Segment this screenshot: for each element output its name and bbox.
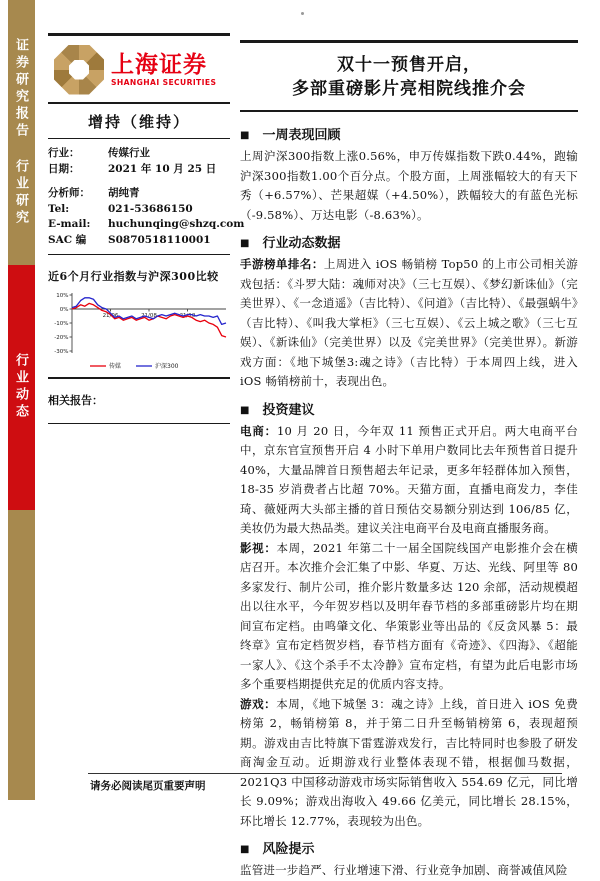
meta-label: E-mail:: [48, 218, 91, 230]
section-paragraph-games: [240, 695, 578, 832]
paragraph-text: 上周进入 iOS 畅销榜 Top50 的上市公司相关游戏包括：《斗罗大陆：魂师对决》（三七互娱）、《梦幻新诛仙》（完美世界）、《一念逍遥》（吉比特）、《问道》（吉比特）、《最强蜗牛》（吉比特）、《叫我大掌柜》（三七互娱）、《云上城之歌》（三七互娱）、《新诛仙》（完美世界）以及《完美世界》（完美世界）。新游戏方面：《地下城堡3:魂之诗》（吉比特）于本周四上线，进入 iOS 畅销榜前十，表现出色。: [240, 257, 579, 388]
meta-row-industry: [48, 146, 230, 162]
section-heading-text: 行业动态数据: [262, 236, 341, 251]
meta-row-email: [48, 217, 245, 233]
svg-text:10%: 10%: [56, 293, 69, 299]
section-bullet-icon: ■: [240, 844, 250, 855]
brand-logo: [48, 36, 230, 102]
paragraph-text: 10 月 20 日，今年双 11 预售正式开启。两大电商平台中，京东官宣预售开启 4 小时下单用户数同比去年预售首日提升 40%，大量品牌首日预售超去年记录，更多年轻群体加入预售，18-35 岁消费者占比超 70%。天猫方面，直播电商发力，李佳琦、薇娅两大头部主播的首日预估交易额分别达到 106/85 亿，美妆仍为最大热品类。建议关注电商平台及电商直播服务商。: [240, 423, 578, 535]
meta-value: huchunqing@shzq.com: [108, 218, 245, 230]
meta-row-sac: [48, 233, 230, 249]
section-risk-warning: [240, 838, 578, 881]
sidebar-label-industry-dynamics: 行业动态: [14, 353, 29, 421]
sidebar-band-bottom: [8, 510, 35, 800]
section-investment-advice: [240, 399, 578, 832]
paragraph-text: 本周，2021 年第二十一届全国院线国产电影推介会在横店召开。本次推介会汇集了中影、华夏、万达、光线、阿里等 80 多家发行、制片公司，推介影片数量多达 120 余部，活动规模超出以往水平，今年贺岁档以及明年春节档的多部重磅影片均在期间宣布定档。由鸣肇文化、华策影业等出品的《反贪风暴 5：最终章》宣布定档贺岁档，春节档方面有《奇迹》、《四海》、《超能一家人》、《这个杀手不太冷静》宣布定档，有望为此后电影市场多个重要档期提供充足的优质内容支持。: [240, 540, 578, 691]
report-title-line1: 双十一预售开启，: [337, 54, 481, 75]
section-paragraph: [240, 147, 578, 225]
section-heading: [240, 124, 578, 143]
footer-divider: [88, 773, 562, 774]
meta-value: 2021 年 10 月 25 日: [108, 162, 217, 175]
report-body: [240, 112, 578, 881]
sidebar-label-research: 证券研究报告 行业研究: [14, 38, 29, 227]
sidebar-band-research: [8, 0, 35, 265]
page-artifact-dot: [301, 12, 304, 15]
meta-value: 传媒行业: [108, 147, 150, 159]
section-bullet-icon: ■: [240, 130, 250, 141]
meta-label: Tel:: [48, 202, 70, 215]
section-heading-text: 一周表现回顾: [262, 128, 341, 143]
divider: [48, 102, 230, 105]
chart-title: 近6个月行业指数与沪深300比较: [48, 270, 219, 283]
paragraph-text: 监管进一步趋严、行业增速下滑、行业竞争加剧、商誉减值风险: [240, 863, 568, 877]
meta-row-tel: [48, 202, 230, 218]
paragraph-lead: 电商：: [240, 423, 277, 438]
report-title-line2: 多部重磅影片亮相院线推介会: [292, 78, 526, 99]
divider: [48, 377, 230, 379]
paragraph-text: 上周沪深300指数上涨0.56%，申万传媒指数下跌0.44%，跑输沪深300指数1.00个百分点。个股方面，上周涨幅较大的有天下秀（+6.57%）、芒果超媒（+4.50%），跌幅较大的有蓝色光标（-9.58%）、万达电影（-8.63%）。: [240, 149, 578, 222]
paragraph-lead: 游戏：: [240, 696, 277, 711]
meta-value: 胡纯青: [108, 187, 140, 199]
report-title: [240, 43, 578, 110]
section-paragraph: [240, 861, 578, 881]
divider: [48, 423, 230, 425]
brand-name-en: SHANGHAI SECURITIES: [111, 77, 217, 87]
svg-text:21/10: 21/10: [179, 313, 196, 319]
section-heading: [240, 838, 578, 857]
meta-label: 日期：: [48, 162, 80, 175]
svg-text:-20%: -20%: [54, 335, 69, 341]
brand-text: [111, 53, 216, 87]
shanghai-securities-logo-icon: [54, 45, 104, 95]
meta-label: 行业：: [48, 147, 80, 159]
index-comparison-chart: [48, 289, 230, 373]
section-paragraph: [240, 255, 578, 392]
meta-spacer: [48, 177, 230, 186]
meta-label: SAC 编: [48, 233, 87, 246]
section-bullet-icon: ■: [240, 238, 250, 249]
svg-text:21/06: 21/06: [102, 313, 119, 319]
left-sidebar: [8, 0, 35, 800]
section-heading-text: 风险提示: [262, 842, 315, 857]
meta-value: S0870518110001: [108, 233, 211, 246]
section-paragraph-ecommerce: [240, 422, 578, 539]
info-column: [48, 33, 245, 424]
brand-name-cn: 上海证券: [111, 51, 207, 78]
paragraph-lead: 影视：: [240, 540, 277, 555]
section-heading-text: 投资建议: [262, 402, 315, 418]
rating-badge: 增持（维持）: [87, 113, 190, 131]
related-reports-label: 相关报告：: [48, 393, 103, 407]
paragraph-lead: 手游榜单排名：: [240, 257, 324, 271]
meta-row-date: [48, 162, 230, 178]
paragraph-text: 本周，《地下城堡 3：魂之诗》上线，首日进入 iOS 免费榜第 2，畅销榜第 8，并于第二日升至畅销榜第 6，表现超预期。游戏由吉比特旗下雷霆游戏发行，吉比特同时也参股了研发商淘金互动。近期游戏行业整体表现不错，根据伽马数据，2021Q3 中国移动游戏市场实际销售收入 554.69 亿元，同比增长 9.09%；游戏出海收入 49.66 亿美元，同比增长 28.15%，环比增长 12.77%，表现较为出色。: [240, 696, 578, 828]
svg-text:0%: 0%: [59, 307, 69, 313]
svg-text:21/08: 21/08: [141, 313, 157, 319]
section-bullet-icon: ■: [240, 404, 250, 416]
sidebar-band-industry-dynamics: [8, 265, 35, 510]
svg-text:-30%: -30%: [54, 349, 69, 355]
meta-row-analyst: [48, 186, 230, 202]
divider: [48, 254, 230, 255]
section-paragraph-film: [240, 539, 578, 695]
section-industry-data: [240, 232, 578, 392]
meta-value: 021-53686150: [108, 202, 193, 215]
report-meta: [48, 139, 245, 254]
svg-text:沪深300: 沪深300: [155, 363, 179, 370]
logo-center-hole: [69, 60, 89, 80]
section-heading: [240, 232, 578, 251]
section-heading: [240, 399, 578, 418]
svg-text:-10%: -10%: [54, 321, 69, 327]
section-weekly-review: [240, 124, 578, 225]
svg-text:传媒: 传媒: [109, 363, 122, 370]
content-column: [240, 40, 578, 881]
meta-label: 分析师：: [48, 187, 90, 199]
footer-disclaimer: 请务必阅读尾页重要声明: [90, 780, 206, 792]
